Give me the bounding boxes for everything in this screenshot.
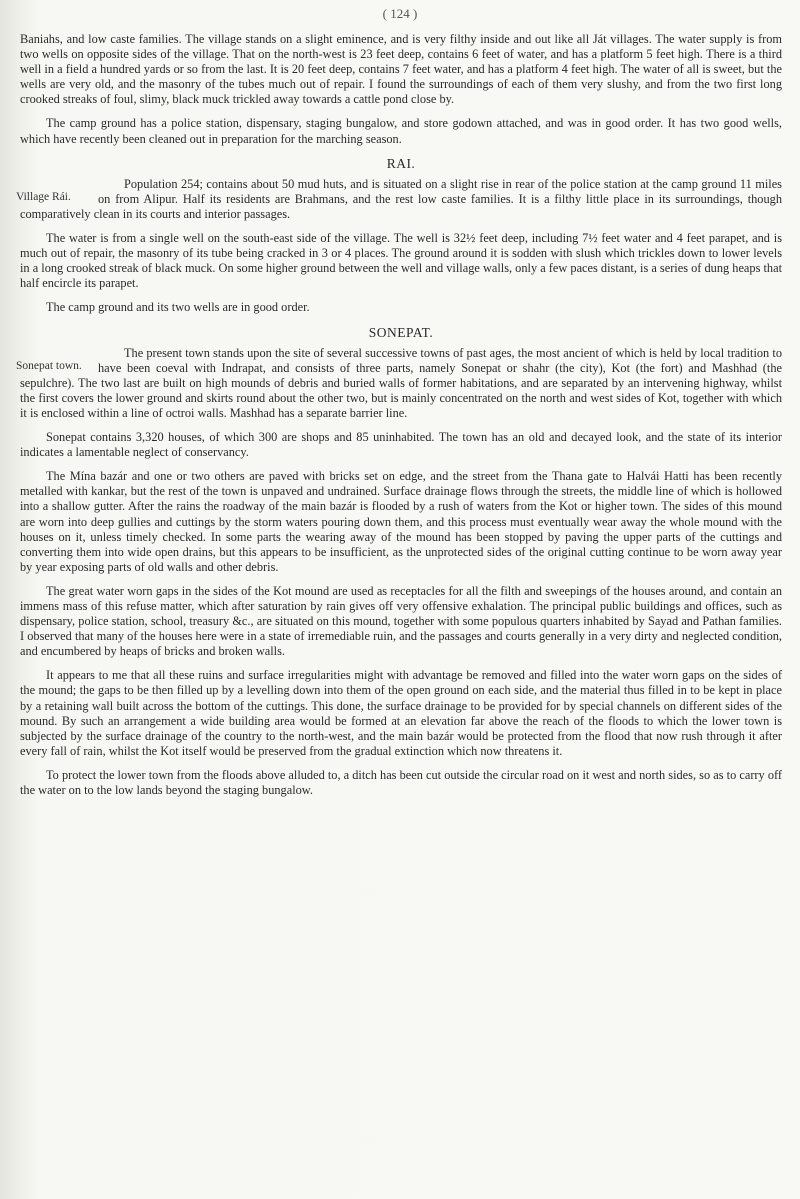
paragraph-sonepat-ditch: To protect the lower town from the floods above alluded to, a ditch has been cut outside the circular road on it west and north sides, so as to carry off the water on to the low lands beyond the staging bungalow. xyxy=(20,767,782,798)
paragraph-sonepat-houses: Sonepat contains 3,320 houses, of which 300 are shops and 85 uninhabited. The town has an old and decayed look, and the state of its interior indicates a lamentable neglect of conservancy. xyxy=(20,430,782,460)
document-body xyxy=(16,32,782,807)
paragraph-camp-ground: The camp ground has a police station, dispensary, staging bungalow, and store godown attached, and was in good order. It has two good wells, which have recently been cleaned out in preparation for the marching season. xyxy=(20,116,782,146)
paragraph-rai-population: Population 254; contains about 50 mud huts, and is situated on a slight rise in rear of the police station at the camp ground 11 miles on from Alipur. Half its residents are Brahmans, and the rest low caste families. It is a filthy little place in its surroundings, though comparatively clean in its courts and interior passages. xyxy=(20,176,782,221)
side-label-sonepat-town: Sonepat town. xyxy=(16,359,82,372)
paragraph-sonepat-bazar: The Mína bazár and one or two others are paved with bricks set on edge, and the street from the Thana gate to Halvái Hatti has been recently metalled with kankar, but the rest of the town is unpaved and undrained. Surface drainage flows through the streets, the middle line of which is hollowed into a shallow gutter. After the rains the roadway of the main bazár is flooded by a rush of waters from the Kot or higher town. The sides of this mound are worn into deep gullies and cuttings by the storm waters pouring down them, and this process must eventually wear away the whole mound with the houses on it, unless timely checked. In some parts the wearing away of the mound has been stopped by paving the upper parts of the cuttings and converting them into wide open drains, but this appears to be insufficient, as the unprotected sides of the original cutting continue to be worn away year by year exposing parts of old walls and other debris. xyxy=(20,469,782,574)
paragraph-sonepat-site: The present town stands upon the site of several successive towns of past ages, the most ancient of which is held by local tradition to have been coeval with Indrapat, and consists of three parts, namely Sonepat or shahr (the city), Kot (the fort) and Mashhad (the sepulchre). The two last are built on high mounds of debris and buried walls of former habitations, and are separated by an intervening highway, whilst the first covers the lower ground and skirts round about the other two, but is mainly concentrated on the north and west sides of Kot, together with which it is enclosed within a line of octroi walls. Mashhad has a separate barrier line. xyxy=(20,345,782,420)
paragraph-rai-water: The water is from a single well on the south-east side of the village. The well is 32½ feet deep, including 7½ feet water and 4 feet parapet, and is much out of repair, the masonry of its tube being cracked in 3 or 4 places. The ground around it is sodden with slush which trickles down to lower levels in a long crooked streak of black muck. On some higher ground between the well and village walls, only a few paces distant, is a series of dung heaps that half encircle its parapet. xyxy=(20,231,782,291)
paragraph-sonepat-kot-mound: The great water worn gaps in the sides of the Kot mound are used as receptacles for all the filth and sweepings of the houses around, and contain an immens mass of this refuse matter, which after saturation by rain gives off very offensive exhalation. The principal public buildings and offices, such as dispensary, police station, school, treasury &c., are situated on this mound, together with some populous quarters inhabited by Sayad and Pathan families. I observed that many of the houses here were in a state of irremediable ruin, and the passages and courts generally in a very dirty and neglected condition, and encumbered by heaps of bricks and broken walls. xyxy=(20,583,782,659)
section-heading-sonepat: SONEPAT. xyxy=(368,324,434,340)
paragraph-sonepat-proposal: It appears to me that all these ruins and surface irregularities might with advantage be removed and filled into the water worn gaps on the sides of the mound; the gaps to be then filled up by a levelling down into them of the open ground on each side, and the material thus filled in to be kept in place by a retaining wall built across the bottom of the cuttings. This done, the surface drainage to be provided for by special channels on different sides of the mound. By such an arrangement a wide building area would be formed at an elevation far above the reach of the floods to which the lower town is subjected by the surface drainage of the country to the north-west, and the main bazár would be protected from the flood that now rush through it after every fall of rain, whilst the Kot itself would be preserved from the gradual extinction which now threatens it. xyxy=(20,668,782,758)
paragraph-rai-camp: The camp ground and its two wells are in good order. xyxy=(46,300,310,315)
section-heading-rai: RAI. xyxy=(386,155,416,171)
side-label-village-rai: Village Rái. xyxy=(16,190,71,203)
page-number: ( 124 ) xyxy=(382,6,418,21)
paragraph-baniahs: Baniahs, and low caste families. The village stands on a slight eminence, and is very filthy inside and out like all Ját villages. The water supply is from two wells on opposite sides of the village. That on the north-west is 23 feet deep, contains 6 feet of water, and has a platform 5 feet high. There is a third well in a field a hundred yards or so from the last. It is 20 feet deep, contains 7 feet water, and has a platform 4 feet high. The water of all is sweet, but the wells are very old, and the masonry of the tubes much out of repair. I found the surroundings of each of them very slushy, and from the two first long crooked streaks of foul, slimy, black muck trickled away towards a cattle pond close by. xyxy=(20,32,782,107)
